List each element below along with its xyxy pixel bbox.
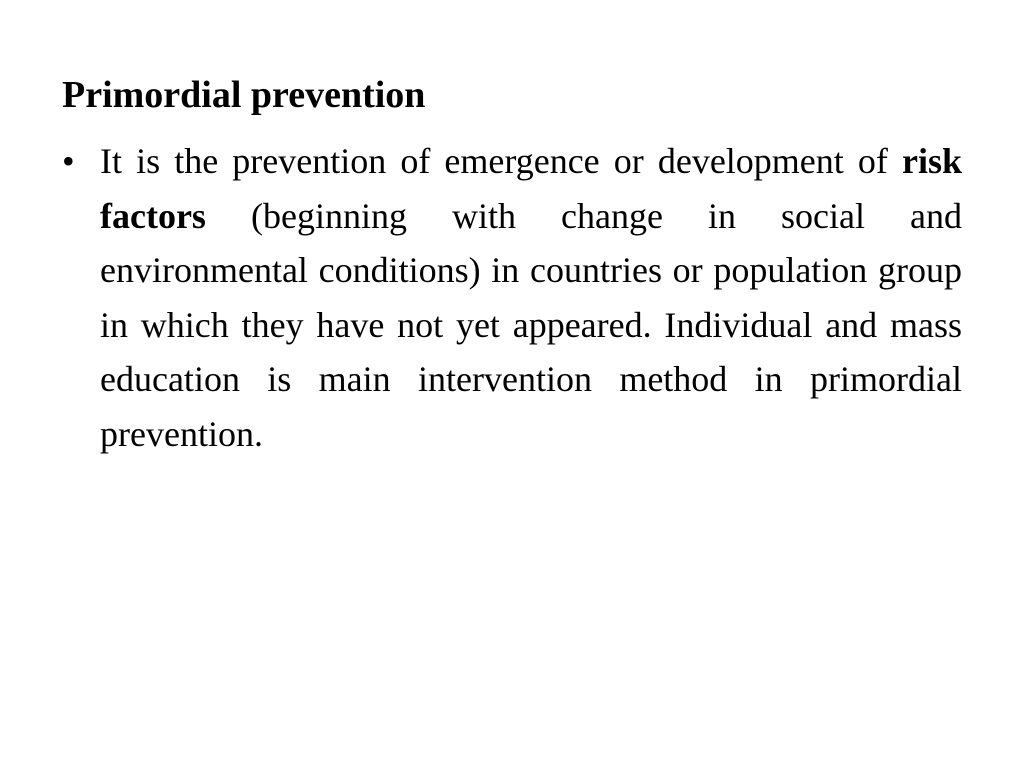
slide-title: Primordial prevention: [62, 74, 426, 116]
bullet-text-bold: risk factors: [100, 141, 962, 236]
bullet-text-before: It is the prevention of emergence or development of: [100, 141, 902, 181]
bullet-marker: •: [62, 141, 75, 181]
bullet-text-after: (beginning with change in social and environmental conditions) in countries or population group in which they have not yet appeared. Individual and mass education is main intervention method in primordial prevention.: [100, 195, 962, 454]
bullet-text: [100, 134, 962, 461]
